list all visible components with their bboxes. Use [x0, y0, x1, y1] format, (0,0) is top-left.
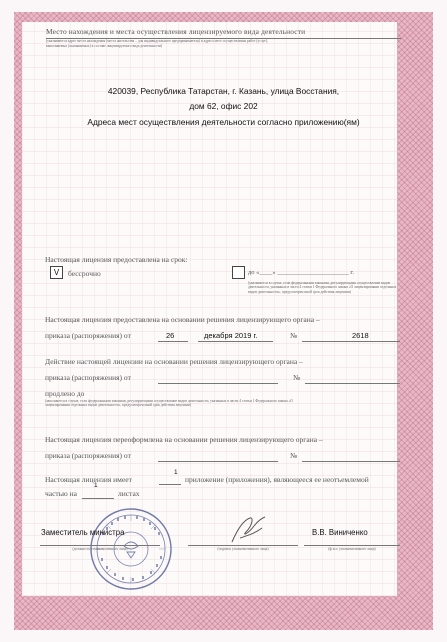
term-note: (указывается в случае, если федеральными законами, регулирующими осуществление видов деятельности, указанных в части 4 статьи 1 Федерального закона «О лицензировании отдельных видов деятельности», предусмотрен иной срок действия лицензии)	[248, 281, 397, 294]
reissue-order-label: приказа (распоряжения) от	[45, 451, 131, 460]
until-date-label: до «____» ______________________ г.	[248, 269, 354, 276]
appendix-text-d: листах	[118, 489, 140, 498]
appendix-text-a: Настоящая лицензия имеет	[45, 475, 132, 484]
extension-order-label: приказа (распоряжения) от	[45, 373, 131, 382]
signatory-name: В.В. Виниченко	[312, 528, 368, 537]
reissue-basis-label: Настоящая лицензия переоформлена на основании решения лицензирующего органа –	[45, 435, 323, 444]
granted-day: 26	[166, 331, 175, 340]
granted-number: 2618	[352, 331, 369, 340]
handwritten-signature	[228, 514, 268, 546]
address-line-1: 420039, Республика Татарстан, г. Казань, улица Восстания,	[107, 86, 340, 96]
granted-basis-label: Настоящая лицензия предоставлена на основании решения лицензирующего органа –	[45, 315, 320, 324]
address-line-2: дом 62, офис 202	[189, 101, 258, 111]
signatory-position: Заместитель министра	[41, 528, 125, 537]
appendix-text-c: частью на	[45, 489, 77, 498]
location-caption-1: (указываются адрес места нахождения (места жительства – для индивидуального предпринимателя) и адреса мест осуществления работ (услуг),	[46, 39, 269, 43]
granted-number-sign: №	[290, 331, 298, 340]
official-seal	[88, 506, 174, 597]
extension-basis-label: Действие настоящей лицензии на основании решения лицензирующего органа –	[45, 357, 303, 366]
appendix-count: 1	[174, 469, 178, 476]
granted-order-label: приказа (распоряжения) от	[45, 331, 131, 340]
extended-until-label: продлено до	[45, 389, 85, 398]
caption-position: (должность уполномоченного лица)	[72, 547, 128, 551]
location-caption-2: выполняемых (оказываемых) в составе лицензируемого вида деятельности)	[46, 44, 163, 48]
caption-name: (ф.и.о. уполномоченного лица)	[328, 547, 376, 551]
address-line-3: Адреса мест осуществления деятельности согласно приложению(ям)	[87, 117, 360, 127]
term-label: Настоящая лицензия предоставлена на срок:	[45, 255, 188, 264]
indefinite-checkbox: V	[50, 266, 63, 279]
reissue-number-sign: №	[290, 451, 298, 460]
location-heading: Место нахождения и места осуществления лицензируемого вида деятельности	[46, 27, 306, 36]
until-checkbox	[232, 266, 245, 279]
appendix-text-b: приложение (приложения), являющееся ее неотъемлемой	[185, 475, 369, 484]
extension-note: (заполняется в случае, если федеральными законами, регулирующими осуществление видов деятельности, указанных в части 4 статьи 1 Федерального закона «О лицензировании отдельных видов деятельности», предусмотрен иной срок действия лицензии)	[45, 399, 294, 408]
indefinite-label: бессрочно	[68, 269, 101, 278]
extension-number-sign: №	[293, 373, 301, 382]
caption-signature: (подпись уполномоченного лица)	[217, 547, 269, 551]
appendix-sheets: 1	[94, 482, 98, 489]
granted-month-year: декабря 2019 г.	[204, 331, 258, 340]
